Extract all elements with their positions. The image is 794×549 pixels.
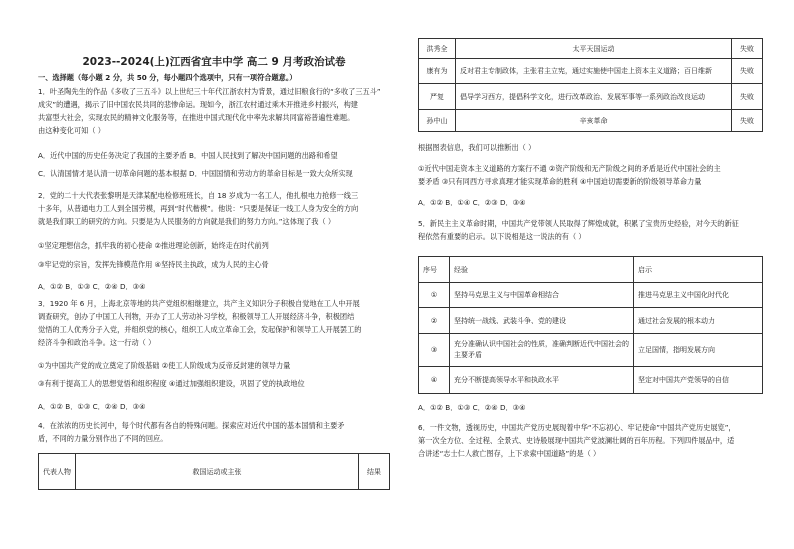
q4-line-2: 盾，不同的力量分别作出了不同的回应。 <box>38 434 168 443</box>
q3-answer-choices: A．①② B．①③ C．②④ D．③④ <box>38 402 146 411</box>
table-cell: 反对君主专制政体，主张君主立宪，通过实施使中国走上资本主义道路；百日维新 <box>456 59 732 84</box>
table-row <box>419 334 763 367</box>
table-cell: 严复 <box>419 84 456 110</box>
table-cell: 坚持统一战线、武装斗争、党的建设 <box>450 308 634 334</box>
q2-line-3: 就是我们职工的研究的方向。只要是为人民服务的方向就是我们的努力方向。”这体现了我（ ） <box>38 217 336 226</box>
table-row <box>419 110 763 132</box>
q4-answer-choices: A．①② B．①④ C．②③ D．③④ <box>418 198 526 207</box>
q3-line-2: 调查研究，创办了中国工人刊物，开办了工人劳动补习学校，积极领导工人开展经济斗争，积极团结 <box>38 312 355 321</box>
col-header-number: 序号 <box>419 257 450 283</box>
q4b-line-1: 根据图表信息，我们可以推断出（ ） <box>418 143 536 152</box>
col-header-experience: 经验 <box>450 257 634 283</box>
table-cell: 失败 <box>732 39 763 59</box>
q2-line-1: 2．党的二十大代表张黎明是天津某配电检修班班长，自 18 岁成为一名工人，他扎根电力抢修一线三 <box>38 191 359 200</box>
q6-line-2: 第一次全方位、全过程、全景式、史诗般展现中国共产党波澜壮阔的百年历程。下列四件展品中，适 <box>418 436 735 445</box>
q4b-line-2: ①近代中国走资本主义道路的方案行不通 ②资产阶级和无产阶级之间的矛盾是近代中国社会的主 <box>418 164 721 173</box>
q5-line-1: 5．新民主主义革命时期，中国共产党带领人民取得了辉煌成就，积累了宝贵历史经验，对今天的新征 <box>418 219 739 228</box>
table-row <box>419 84 763 110</box>
table-cell: 倡导学习西方，提倡科学文化，进行改革政治、发展军事等一系列政治改良运动 <box>456 84 732 110</box>
table-row <box>419 367 763 394</box>
table-cell: 通过社会发展的根本动力 <box>634 308 763 334</box>
col-header-person: 代表人物 <box>39 454 76 490</box>
table-cell: 失败 <box>732 110 763 132</box>
q2-option-34: ③牢记党的宗旨，发挥先锋模范作用 ④坚持民主执政，成为人民的主心骨 <box>38 260 269 269</box>
table-cell: ② <box>419 308 450 334</box>
table-cell: 辛亥革命 <box>456 110 732 132</box>
q1-option-ab: A．近代中国的历史任务决定了我国的主要矛盾 B．中国人民找到了解决中国问题的出路和希望 <box>38 151 338 160</box>
q6-line-1: 6．一件文物，透视历史，中国共产党历史展现着中华“不忘初心、牢记使命”中国共产党历史展览”， <box>418 423 736 432</box>
q1-line-1: 1．叶圣陶先生的作品《多收了三五斗》以上世纪三十年代江浙农村为背景，通过旧粮食行的“多收了三五斗” <box>38 87 381 96</box>
table-header-row <box>419 257 763 283</box>
table-cell: 孙中山 <box>419 110 456 132</box>
table-cell: 坚持马克思主义与中国革命相结合 <box>450 283 634 308</box>
table-cell: 太平天国运动 <box>456 39 732 59</box>
q5-line-2: 程依然有重要的启示。以下说相是这一说法的有（ ） <box>418 232 586 241</box>
table-cell: 康有为 <box>419 59 456 84</box>
q3-line-1: 3．1920 年 6 月，上海北京等地的共产党组织相继建立，共产主义知识分子积极自觉地在工人中开展 <box>38 299 360 308</box>
table-cell: ④ <box>419 367 450 394</box>
q1-line-2: 成灾”的遭遇，揭示了旧中国农民共同的悲惨命运。现如今，浙江农村通过乘木开推进乡村振兴，构建 <box>38 100 358 109</box>
q4-table-header <box>38 453 390 490</box>
q5-table <box>418 256 763 394</box>
col-header-insight: 启示 <box>634 257 763 283</box>
q2-answer-choices: A．①② B．①③ C．②④ D．③④ <box>38 282 146 291</box>
table-cell: ① <box>419 283 450 308</box>
table-row <box>419 283 763 308</box>
table-row <box>419 39 763 59</box>
table-row <box>419 59 763 84</box>
q4b-line-3: 要矛盾 ③只有同西方寻求真理才能实现革命的胜利 ④中国迫切需要新的阶级领导革命力量 <box>418 177 702 186</box>
table-cell: 洪秀全 <box>419 39 456 59</box>
section-heading: 一、选择题（每小题 2 分，共 50 分，每小题四个选项中，只有一项符合题意。） <box>38 73 297 82</box>
q1-line-4: 由这种变化可知（ ） <box>38 126 105 135</box>
table-cell: 充分准确认识中国社会的性质，准确判断近代中国社会的主要矛盾 <box>450 334 634 367</box>
q4-line-1: 4．在浓浓的历史长河中，每个时代都有各自的特殊问题。探索应对近代中国的基本国情和主要矛 <box>38 421 345 430</box>
q4-table-body <box>418 38 763 132</box>
q2-line-2: 十多年，从普通电力工人到全国劳模，再到“时代楷模”。他说：“只要是保证一线工人身为安全的方向 <box>38 204 359 213</box>
page-title: 2023--2024(上)江西省宜丰中学 高二 9 月考政治试卷 <box>82 56 346 68</box>
q1-option-cd: C．认清国情才是认清一切革命问题的基本根据 D．中国国情和劳动方的革命目标是一致大众所实现 <box>38 169 353 178</box>
table-cell: 充分不断提高领导水平和执政水平 <box>450 367 634 394</box>
table-cell: ③ <box>419 334 450 367</box>
q5-answer-choices: A．①② B．①③ C．②④ D．③④ <box>418 403 526 412</box>
q3-option-34: ③有利于提高工人的思想觉悟和组织程度 ④通过加强组织建设，巩固了党的执政地位 <box>38 379 305 388</box>
col-header-result: 结果 <box>359 454 390 490</box>
q3-line-3: 觉悟的工人优秀分子入党，并组织党的核心，组织工人成立革命工会，发起保护和领导工人开展罢工的 <box>38 325 362 334</box>
table-cell: 推进马克思主义中国化时代化 <box>634 283 763 308</box>
col-header-movement: 救国运动或主张 <box>76 454 359 490</box>
table-row <box>419 308 763 334</box>
q3-line-4: 经济斗争和政治斗争。这一行动（ ） <box>38 338 156 347</box>
q1-line-3: 共富型大社会，实现农民的精神文化服务等，在推进中国式现代化中率先求解共同富裕普遍性难题。 <box>38 113 355 122</box>
table-cell: 失败 <box>732 84 763 110</box>
q3-option-12: ①为中国共产党的成立奠定了阶级基础 ②使工人阶级成为反帝反封建的领导力量 <box>38 361 291 370</box>
q2-option-12: ①坚定理想信念，抓牢我的初心使命 ②推进理论创新，始终走在时代前列 <box>38 241 269 250</box>
table-cell: 坚定对中国共产党领导的自信 <box>634 367 763 394</box>
table-cell: 立足国情，指明发展方向 <box>634 334 763 367</box>
q6-line-3: 合讲述“志士仁人救亡图存，上下求索中国道路”的是（ ） <box>418 449 601 458</box>
table-cell: 失败 <box>732 59 763 84</box>
